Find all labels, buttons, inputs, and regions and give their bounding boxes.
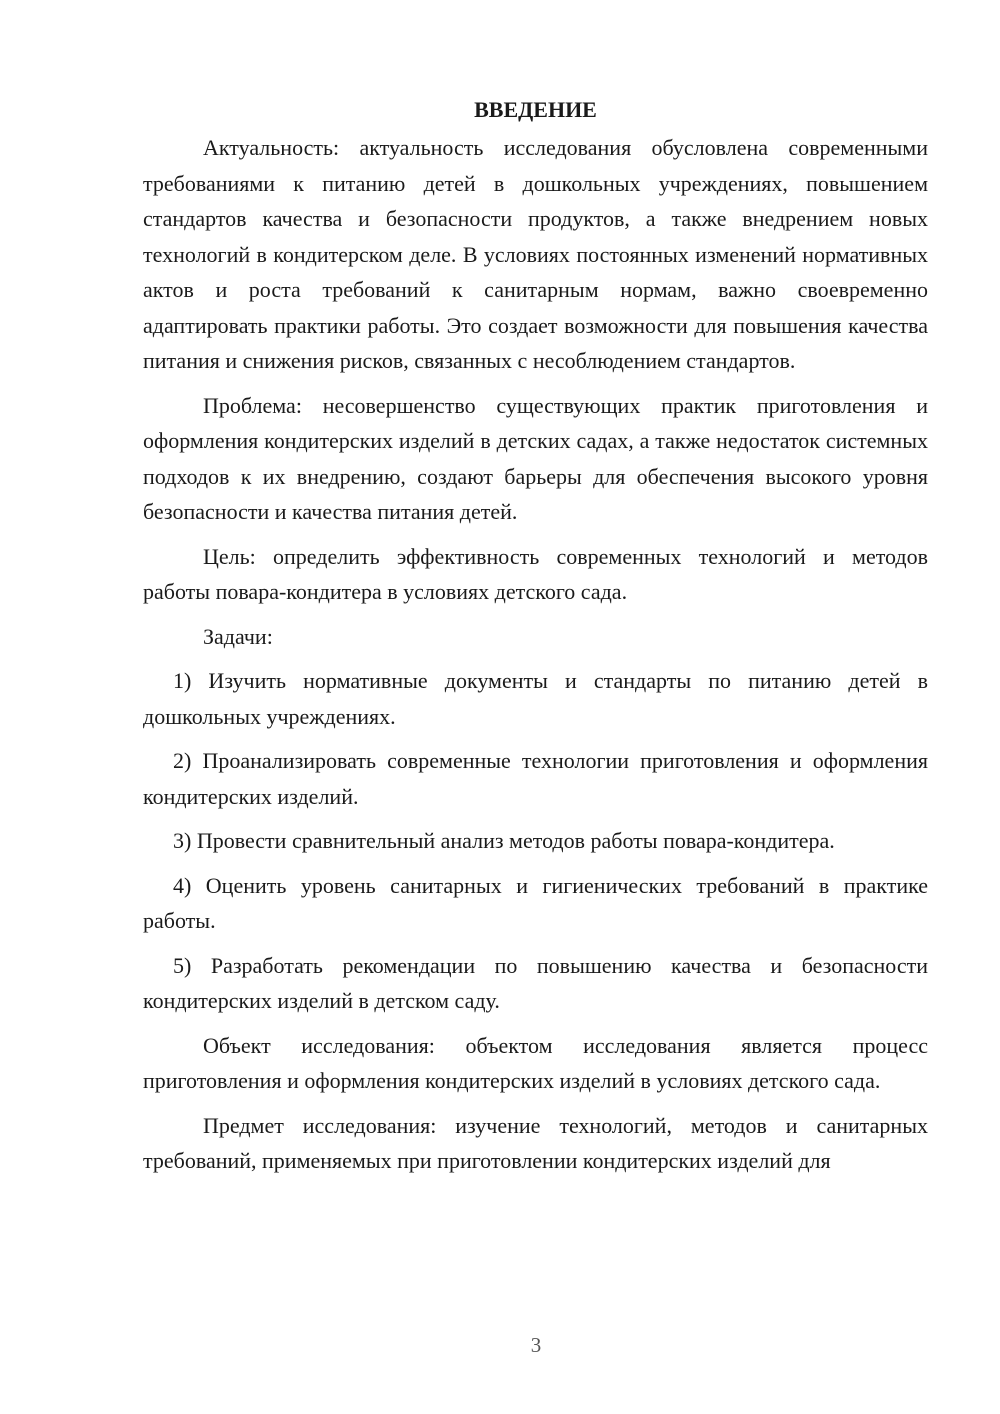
page-title: ВВЕДЕНИЕ [474,97,597,122]
page-number: 3 [530,1333,542,1357]
tasks-heading: Задачи: [203,623,273,649]
task-item: 2) Проанализировать современные технологии приготовления и оформления кондитерских изделий. [143,748,928,809]
task-item: 5) Разработать рекомендации по повышению качества и безопасности кондитерских изделий в детском саду. [143,952,928,1013]
task-item: 3) Провести сравнительный анализ методов работы повара-кондитера. [173,828,835,853]
problem-paragraph: Проблема: несовершенство существующих практик приготовления и оформления кондитерских изделий в детских садах, а также недостаток системных подходов к их внедрению, создают барьеры для обеспечения высокого уровня безопасности и качества питания детей. [143,392,928,524]
goal-paragraph: Цель: определить эффективность современных технологий и методов работы повара-кондитера в условиях детского сада. [143,543,928,604]
task-item: 4) Оценить уровень санитарных и гигиенических требований в практике работы. [143,872,928,933]
task-item: 1) Изучить нормативные документы и стандарты по питанию детей в дошкольных учреждениях. [143,668,928,729]
relevance-paragraph: Актуальность: актуальность исследования обусловлена современными требованиями к питанию детей в дошкольных учреждениях, повышением стандартов качества и безопасности продуктов, а также внедрением новых технологий в кондитерском деле. В условиях постоянных изменений нормативных актов и роста требований к санитарным нормам, важно своевременно адаптировать практики работы. Это создает возможности для повышения качества питания и снижения рисков, связанных с несоблюдением стандартов. [143,135,928,373]
document-page [143,96,928,1188]
subject-paragraph: Предмет исследования: изучение технологий, методов и санитарных требований, применяемых при приготовлении кондитерских изделий для [143,1112,928,1173]
object-paragraph: Объект исследования: объектом исследования является процесс приготовления и оформления кондитерских изделий в условиях детского сада. [143,1032,928,1093]
